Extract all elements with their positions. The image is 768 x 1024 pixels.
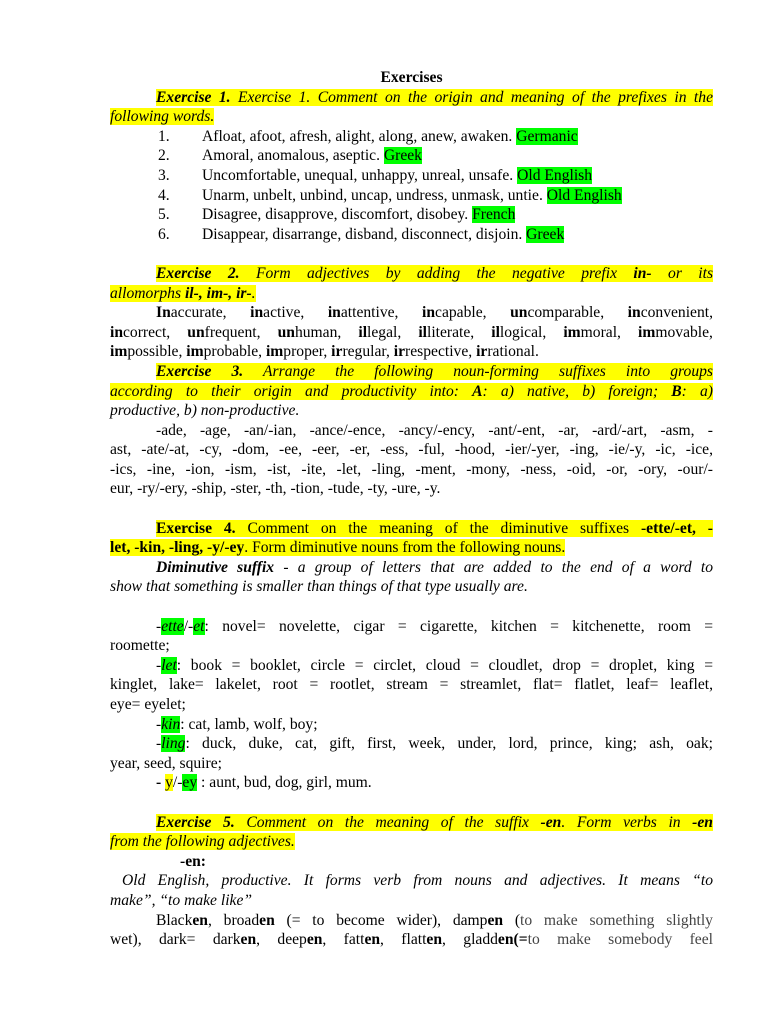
origin-tag: Old English <box>546 186 622 204</box>
exercise-3-heading-cont-2: productive, b) non-productive. <box>110 402 300 420</box>
suffix-ette-line-cont: roomette; <box>110 637 170 655</box>
exercise-5-heading-cont: from the following adjectives. <box>110 833 295 851</box>
item-number: 1. <box>158 127 170 145</box>
suffix-en-note: Old English, productive. It forms verb from nouns and adjectives. It means “to <box>122 872 713 890</box>
suffix-en-note-cont: make”, “to make like” <box>110 891 253 909</box>
suffix-let-line-cont: kinglet, lake= lakelet, root = rootlet, stream = streamlet, flat= flatlet, leaf= leaflet, <box>110 676 713 694</box>
item-number: 5. <box>158 206 170 224</box>
exercise-4-label: Exercise 4. <box>156 519 236 537</box>
exercise-1-item <box>110 225 713 245</box>
exercise-2-answer-1: Inaccurate, inactive, inattentive, incapable, uncomparable, inconvenient, <box>156 304 713 322</box>
exercise-1-item <box>110 205 713 225</box>
exercise-1-item <box>110 166 713 186</box>
exercise-1-list <box>110 127 713 245</box>
suffix-let-line-cont-2: eye= eyelet; <box>110 696 186 713</box>
exercise-3-heading: Exercise 3. Arrange the following noun-forming suffixes into groups <box>156 362 713 380</box>
origin-tag: French <box>472 206 516 224</box>
exercise-3-suffixes-2: ast, -ate/-at, -cy, -dom, -ee, -eer, -er, -ess, -ful, -hood, -ier/-yer, -ing, -ie/-y, -ic, -ice, <box>110 441 713 459</box>
item-number: 2. <box>158 147 170 165</box>
origin-tag: Germanic <box>516 127 578 145</box>
item-number: 4. <box>158 186 170 204</box>
exercise-2-heading: Exercise 2. Form adjectives by adding the negative prefix in- or its <box>156 264 713 282</box>
suffix-ette-line: -ette/-et: novel= novelette, cigar = cigarette, kitchen = kitchenette, room = <box>156 617 713 635</box>
page-title: Exercises <box>380 69 443 86</box>
suffix-en-heading: -en: <box>180 852 206 870</box>
exercise-3-suffixes-3: -ics, -ine, -ion, -ism, -ist, -ite, -let, -ling, -ment, -mony, -ness, -oid, -or, -ory, -our/- <box>110 460 713 478</box>
exercise-3-suffixes-1: -ade, -age, -an/-ian, -ance/-ence, -ancy/-ency, -ant/-ent, -ar, -ard/-art, -asm, - <box>156 421 713 439</box>
item-words: Disagree, disapprove, discomfort, disobey. <box>202 206 469 224</box>
exercise-1-instruction: Exercise 1. Comment on the origin and meaning of the prefixes in the <box>238 88 713 106</box>
item-words: Disappear, disarrange, disband, disconnect, disjoin. <box>202 225 523 243</box>
exercise-3-heading-cont: according to their origin and productivity into: A: a) native, b) foreign; B: a) <box>110 382 713 400</box>
exercise-1-heading <box>110 88 713 108</box>
exercise-5-heading: Exercise 5. Comment on the meaning of the suffix -en. Form verbs in -en <box>156 813 713 831</box>
item-words: Unarm, unbelt, unbind, uncap, undress, unmask, untie. <box>202 186 543 204</box>
document-page <box>110 68 713 950</box>
exercise-4-heading: Exercise 4. Comment on the meaning of the diminutive suffixes -ette/-et, - <box>156 519 713 537</box>
diminutive-definition-cont: show that something is smaller than things of that type usually are. <box>110 578 528 596</box>
item-words: Amoral, anomalous, aseptic. <box>202 147 380 165</box>
item-words: Uncomfortable, unequal, unhappy, unreal, unsafe. <box>202 166 514 184</box>
suffix-ling-line-cont: year, seed, squire; <box>110 754 222 772</box>
exercise-4-heading-cont: let, -kin, -ling, -y/-ey. Form diminutive nouns from the following nouns. <box>110 539 566 557</box>
exercise-1-item <box>110 127 713 147</box>
item-number: 3. <box>158 166 170 184</box>
exercise-2-label: Exercise 2. <box>156 264 240 282</box>
exercise-5-label: Exercise 5. <box>156 813 235 831</box>
exercise-3-label: Exercise 3. <box>156 362 244 380</box>
en-verbs-line-2: wet), dark= darken, deepen, fatten, flatten, gladden(=to make somebody feel <box>110 931 713 949</box>
exercise-2-answer-3: impossible, improbable, improper, irregular, irrespective, irrational. <box>110 343 539 361</box>
exercise-1-item <box>110 186 713 206</box>
exercise-1-item <box>110 146 713 166</box>
diminutive-definition: Diminutive suffix - a group of letters that are added to the end of a word to <box>156 558 713 576</box>
exercise-1-label: Exercise 1. <box>156 88 231 106</box>
item-words: Afloat, afoot, afresh, alight, along, anew, awaken. <box>202 127 513 145</box>
suffix-y-line: - y/-ey : aunt, bud, dog, girl, mum. <box>156 774 372 792</box>
origin-tag: Greek <box>383 147 422 165</box>
en-verbs-line-1: Blacken, broaden (= to become wider), dampen (to make something slightly <box>156 911 713 929</box>
exercise-3-suffixes-4: eur, -ry/-ery, -ship, -ster, -th, -tion, -tude, -ty, -ure, -y. <box>110 480 441 498</box>
exercise-2-answer-2: incorrect, unfrequent, unhuman, illegal, illiterate, illogical, immoral, immovable, <box>110 323 713 341</box>
exercise-2-heading-cont: allomorphs il-, im-, ir-. <box>110 284 256 302</box>
origin-tag: Old English <box>517 166 593 184</box>
suffix-kin-line: -kin: cat, lamb, wolf, boy; <box>156 715 318 733</box>
exercise-1-heading-cont: following words. <box>110 108 215 126</box>
suffix-ling-line: -ling: duck, duke, cat, gift, first, week, under, lord, prince, king; ash, oak; <box>156 735 713 753</box>
item-number: 6. <box>158 225 170 243</box>
suffix-let-line: -let: book = booklet, circle = circlet, cloud = cloudlet, drop = droplet, king = <box>156 656 713 674</box>
origin-tag: Greek <box>526 225 565 243</box>
